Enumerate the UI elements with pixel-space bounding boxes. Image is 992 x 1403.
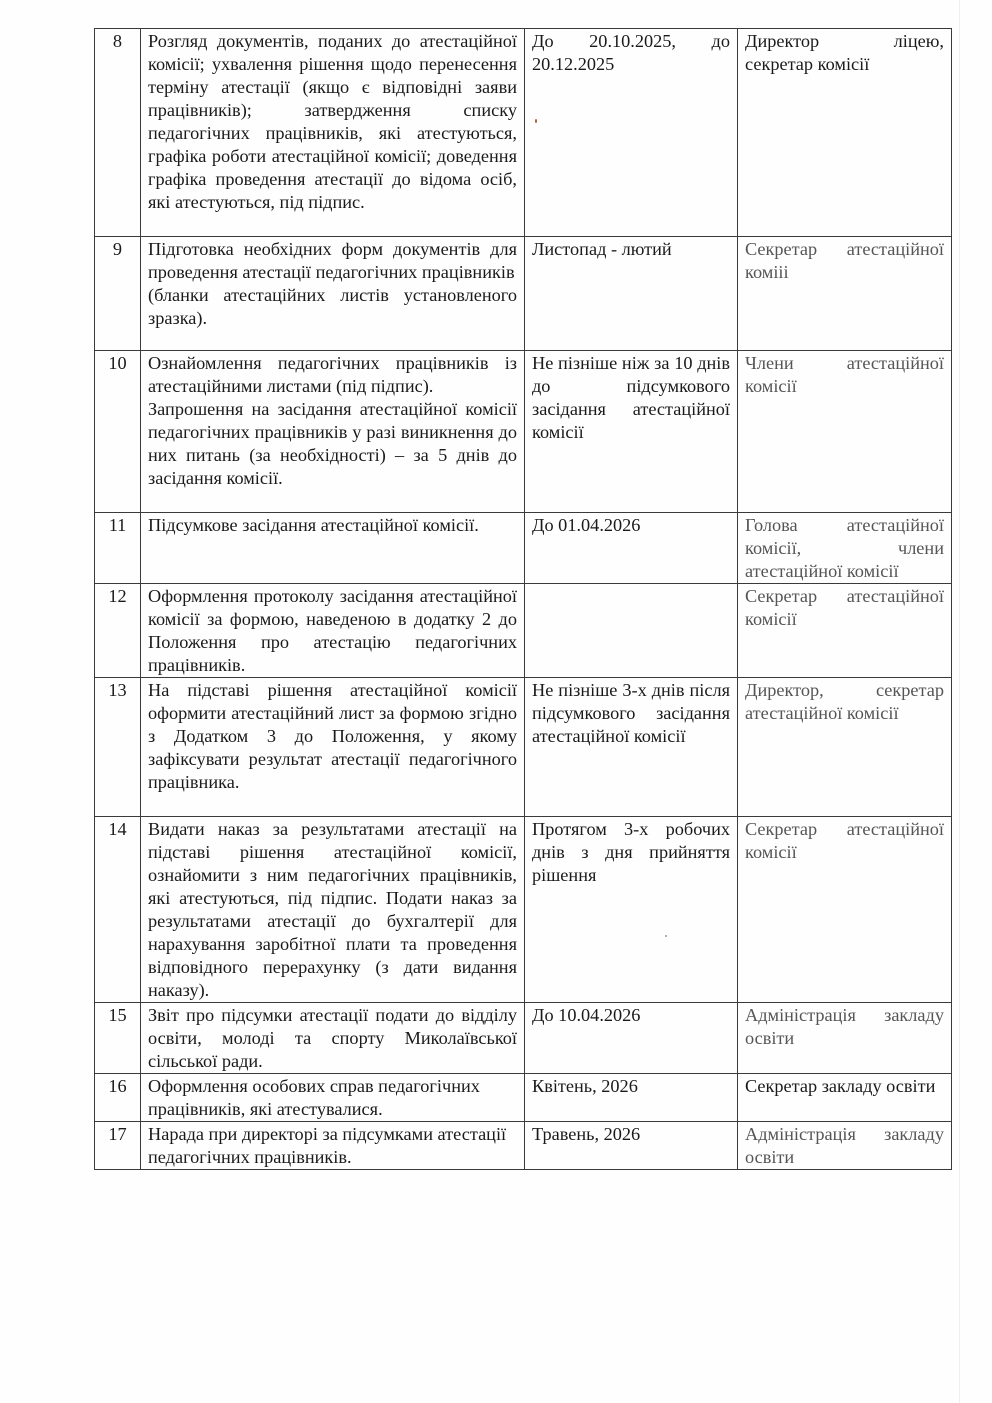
task-cell: Оформлення протоколу засідання атестаційної комісії за формою, наведеною в додатку 2 до Положення про атестацію педагогічних працівників. [141, 584, 525, 678]
task-cell: Видати наказ за результатами атестації на підставі рішення атестаційної комісії, ознайомити з ним педагогічних працівників, які атестуються, під підпис. Подати наказ за результатами атестації до бухгалтерії для нарахування заробітної плати та проведення відповідного перерахунку (з дати видання наказу). [141, 817, 525, 1003]
row-number: 9 [95, 237, 141, 351]
table-row [95, 1003, 952, 1074]
term-cell: До 10.04.2026 [525, 1003, 738, 1074]
term-cell: Протягом 3-х робочих днів з дня прийняття рішення [525, 817, 738, 1003]
task-cell: Звіт про підсумки атестації подати до відділу освіти, молоді та спорту Миколаївської сільської ради. [141, 1003, 525, 1074]
row-number: 13 [95, 678, 141, 817]
table-row [95, 237, 952, 351]
responsible-cell: Секретар атестаційної комііі [738, 237, 952, 351]
row-number: 16 [95, 1074, 141, 1122]
responsible-cell: Секретар атестаційної комісії [738, 584, 952, 678]
row-number: 11 [95, 513, 141, 584]
row-number: 8 [95, 29, 141, 237]
task-cell: Оформлення особових справ педагогічних працівників, які атестувалися. [141, 1074, 525, 1122]
table-row [95, 1122, 952, 1170]
responsible-cell: Секретар закладу освіти [738, 1074, 952, 1122]
task-line: Запрошення на засідання атестаційної комісії педагогічних працівників у разі виникнення до них питань (за необхідності) – за 5 днів до засідання комісії. [148, 399, 517, 488]
term-cell: Не пізніше ніж за 10 днів до підсумкового засідання атестаційної комісії [525, 351, 738, 513]
task-line: Ознайомлення педагогічних працівників із атестаційними листами (під підпис). [148, 353, 517, 396]
attestation-plan-table [94, 28, 952, 1170]
term-cell: До 20.10.2025, до 20.12.2025 [525, 29, 738, 237]
task-line: Підготовка необхідних форм документів для проведення атестації педагогічних працівників [148, 239, 517, 282]
task-cell: Нарада при директорі за підсумками атестації педагогічних працівників. [141, 1122, 525, 1170]
table-row [95, 1074, 952, 1122]
scan-edge [959, 0, 960, 1403]
scan-artifact [535, 119, 537, 123]
term-cell: Квітень, 2026 [525, 1074, 738, 1122]
table-row [95, 678, 952, 817]
table-row [95, 29, 952, 237]
task-cell: На підставі рішення атестаційної комісії оформити атестаційний лист за формою згідно з Додатком 3 до Положення, у якому зафіксувати результат атестації педагогічного працівника. [141, 678, 525, 817]
term-cell: Травень, 2026 [525, 1122, 738, 1170]
table-row [95, 584, 952, 678]
task-cell [141, 237, 525, 351]
table-row [95, 817, 952, 1003]
responsible-cell: Секретар атестаційної комісії [738, 817, 952, 1003]
scan-artifact [665, 935, 667, 937]
row-number: 12 [95, 584, 141, 678]
table-row [95, 513, 952, 584]
term-cell [525, 584, 738, 678]
task-cell [141, 351, 525, 513]
responsible-cell: Адміністрація закладу освіти [738, 1122, 952, 1170]
responsible-cell: Директор, секретар атестаційної комісії [738, 678, 952, 817]
term-cell: Листопад - лютий [525, 237, 738, 351]
task-cell: Розгляд документів, поданих до атестаційної комісії; ухвалення рішення щодо перенесення терміну атестації (якщо є відповідні заяви працівників); затвердження списку педагогічних працівників, які атестуються, графіка роботи атестаційної комісії; доведення графіка проведення атестації до відома осіб, які атестуються, під підпис. [141, 29, 525, 237]
term-cell: До 01.04.2026 [525, 513, 738, 584]
task-cell: Підсумкове засідання атестаційної комісії. [141, 513, 525, 584]
responsible-cell: Адміністрація закладу освіти [738, 1003, 952, 1074]
row-number: 14 [95, 817, 141, 1003]
responsible-cell: Члени атестаційної комісії [738, 351, 952, 513]
responsible-cell: Голова атестаційної комісії, члени атестаційної комісії [738, 513, 952, 584]
row-number: 15 [95, 1003, 141, 1074]
row-number: 17 [95, 1122, 141, 1170]
responsible-cell: Директор ліцею, секретар комісії [738, 29, 952, 237]
table-row [95, 351, 952, 513]
row-number: 10 [95, 351, 141, 513]
task-line: (бланки атестаційних листів установленого зразка). [148, 285, 517, 328]
term-cell: Не пізніше 3-х днів після підсумкового засідання атестаційної комісії [525, 678, 738, 817]
